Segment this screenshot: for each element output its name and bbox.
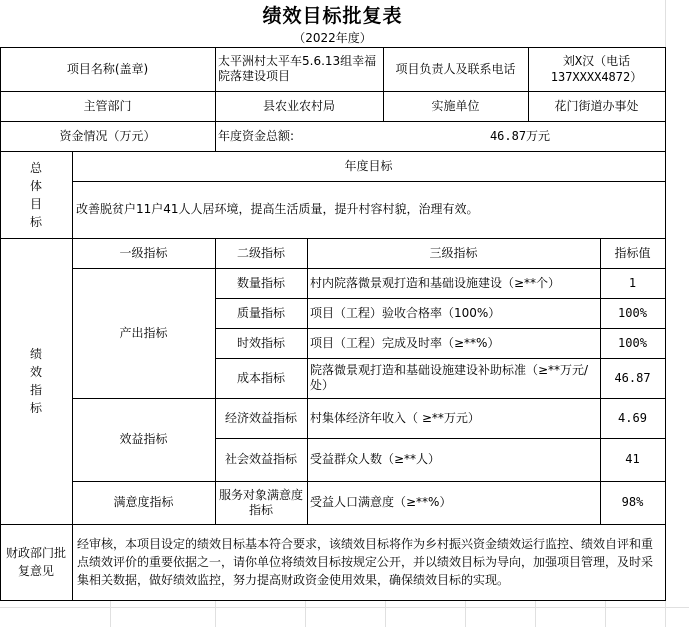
timeliness-indicator-value: 100% <box>618 335 647 350</box>
table-border-line <box>72 151 73 601</box>
table-border-line <box>665 47 666 601</box>
table-border-line <box>0 151 665 152</box>
overall-goal-side-text: 总体目标 <box>30 160 43 229</box>
table-border-line <box>0 47 1 601</box>
grid-line <box>465 600 466 627</box>
grid-line <box>535 600 536 627</box>
grid-line <box>305 600 306 627</box>
annual-goal-header: 年度目标 <box>344 158 393 173</box>
table-border-line <box>215 238 216 524</box>
implementing-unit-value: 花门街道办事处 <box>554 98 639 113</box>
table-border-line <box>72 181 665 182</box>
service-satisfaction-indicator: 服务对象满意度指标 <box>218 487 303 517</box>
quality-indicator-value: 100% <box>618 305 647 320</box>
social-benefit-indicator: 社会效益指标 <box>224 452 297 466</box>
quantity-indicator: 数量指标 <box>236 275 285 290</box>
table-border-line <box>72 481 665 482</box>
timeliness-indicator-desc: 项目（工程）完成及时率（≥**%） <box>310 335 500 350</box>
service-satisfaction-value: 98% <box>621 495 644 509</box>
table-border-line <box>600 238 601 524</box>
table-border-line <box>0 47 665 48</box>
supervisor-dept-value: 县农业农村局 <box>262 98 335 113</box>
header-value: 指标值 <box>614 245 651 260</box>
finance-dept-label: 财政部门批复意见 <box>6 546 67 578</box>
social-benefit-desc: 受益群众人数（≥**人） <box>310 452 441 466</box>
fund-status-label: 资金情况（万元） <box>59 128 156 143</box>
table-border-line <box>307 238 308 524</box>
table-border-line <box>0 91 665 92</box>
grid-line <box>215 600 216 627</box>
grid-line <box>0 607 689 608</box>
social-benefit-value: 41 <box>625 452 640 466</box>
table-border-line <box>72 268 665 269</box>
header-level1: 一级指标 <box>119 245 168 260</box>
table-border-line <box>0 238 665 239</box>
project-name-label: 项目名称(盖章) <box>66 61 149 76</box>
supervisor-dept-label: 主管部门 <box>83 98 132 113</box>
economic-benefit-indicator: 经济效益指标 <box>224 410 297 425</box>
year-subtitle: （2022年度） <box>293 30 372 45</box>
satisfaction-indicator-label: 满意度指标 <box>113 495 174 509</box>
implementing-unit-label: 实施单位 <box>431 98 480 113</box>
project-name-value: 太平洲村太平车5.6.13组幸福院落建设项目 <box>218 54 377 83</box>
overall-goal-side-label <box>0 151 72 238</box>
table-border-line <box>0 600 665 601</box>
cost-indicator: 成本指标 <box>236 370 285 385</box>
quantity-indicator-value: 1 <box>628 275 637 290</box>
output-indicator-label: 产出指标 <box>119 325 168 340</box>
page-title: 绩效目标批复表 <box>262 4 403 27</box>
grid-line <box>385 600 386 627</box>
table-border-line <box>215 298 665 299</box>
service-satisfaction-desc: 受益人口满意度（≥**%） <box>310 495 452 509</box>
annual-fund-total-label: 年度资金总额: <box>218 128 295 143</box>
quality-indicator-desc: 项目（工程）验收合格率（100%） <box>310 305 501 320</box>
header-level2: 二级指标 <box>236 245 285 260</box>
annual-fund-total-value: 46.87万元 <box>489 128 551 143</box>
performance-side-label <box>0 238 72 524</box>
quantity-indicator-desc: 村内院落微景观打造和基础设施建设（≥**个） <box>310 275 561 290</box>
table-border-line <box>528 47 529 121</box>
project-leader-label: 项目负责人及联系电话 <box>395 61 516 76</box>
table-border-line <box>215 358 665 359</box>
table-border-line <box>215 328 665 329</box>
table-border-line <box>215 47 216 151</box>
table-border-line <box>215 438 665 439</box>
table-border-line <box>0 524 665 525</box>
annual-goal-text: 改善脱贫户11户41人人居环境，提高生活质量，提升村容村貌，治理有效。 <box>76 202 479 216</box>
project-leader-value: 刘X汉（电话137XXXX4872） <box>550 54 643 84</box>
performance-side-text: 绩效指标 <box>30 347 43 415</box>
header-level3: 三级指标 <box>429 245 478 260</box>
cost-indicator-value: 46.87 <box>614 370 651 385</box>
finance-dept-opinion: 经审核，本项目设定的绩效目标基本符合要求，该绩效目标将作为乡村振兴资金绩效运行监控、绩效自评和重点绩效评价的重要依据之一，请你单位将绩效目标按规定公开，并以绩效目标为导向，加强项目管理，及时采集相关数据，做好绩效监控，努力提高财政资金使用效果，确保绩效目标的实现。 <box>77 537 654 587</box>
timeliness-indicator: 时效指标 <box>236 335 285 350</box>
grid-line <box>110 600 111 627</box>
grid-line <box>605 600 606 627</box>
table-border-line <box>383 47 384 121</box>
quality-indicator: 质量指标 <box>236 305 285 320</box>
benefit-indicator-label: 效益指标 <box>119 432 168 446</box>
economic-benefit-value: 4.69 <box>618 410 647 425</box>
cost-indicator-desc: 院落微景观打造和基础设施建设补助标准（≥**万元/处） <box>310 363 589 392</box>
table-border-line <box>0 121 665 122</box>
economic-benefit-desc: 村集体经济年收入（ ≥**万元） <box>310 410 480 425</box>
table-border-line <box>72 398 665 399</box>
